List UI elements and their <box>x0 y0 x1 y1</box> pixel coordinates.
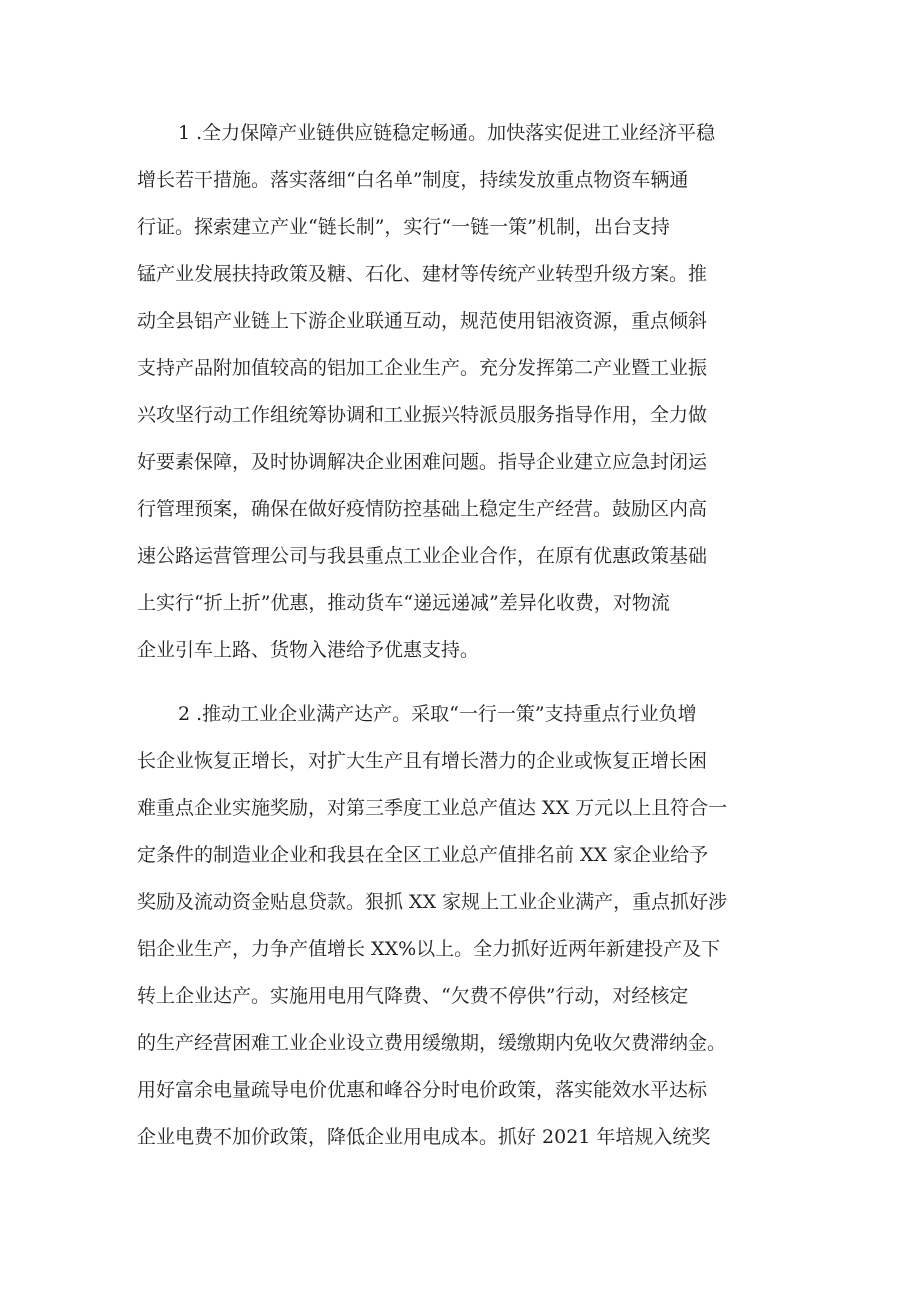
paragraph-1-line-10: 速公路运营管理公司与我县重点工业企业合作，在原有优惠政策基础 <box>137 545 708 567</box>
paragraph-1-line-8: 好要素保障，及时协调解决企业困难问题。指导企业建立应急封闭运 <box>137 451 708 473</box>
paragraph-1-line-3: 行证。探索建立产业“链长制”，实行“一链一策”机制，出台支持 <box>137 216 670 238</box>
paragraph-1-line-2: 增长若干措施。落实落细“白名单”制度，持续发放重点物资车辆通 <box>137 169 689 191</box>
paragraph-1-line-5: 动全县铝产业链上下游企业联通互动，规范使用铝液资源，重点倾斜 <box>137 310 708 332</box>
paragraph-2-line-10: 企业电费不加价政策，降低企业用电成本。抓好 2021 年培规入统奖 <box>137 1126 711 1148</box>
paragraph-1-line-7: 兴攻坚行动工作组统筹协调和工业振兴特派员服务指导作用，全力做 <box>137 404 708 426</box>
paragraph-1-line-12: 企业引车上路、货物入港给予优惠支持。 <box>137 639 480 661</box>
paragraph-1-line-11: 上实行“折上折”优惠，推动货车“递远递减”差异化收费，对物流 <box>137 592 670 614</box>
paragraph-2-line-3: 难重点企业实施奖励，对第三季度工业总产值达 XX 万元以上且符合一 <box>137 797 728 819</box>
paragraph-2-line-8: 的生产经营困难工业企业设立费用缓缴期，缓缴期内免收欠费滞纳金。 <box>137 1032 727 1054</box>
paragraph-2-line-1: 2 .推动工业企业满产达产。采取“一行一策”支持重点行业负增 <box>178 703 697 725</box>
paragraph-1-line-6: 支持产品附加值较高的铝加工企业生产。充分发挥第二产业暨工业振 <box>137 357 708 379</box>
paragraph-2-line-6: 铝企业生产，力争产值增长 XX%以上。全力抓好近两年新建投产及下 <box>137 938 721 960</box>
paragraph-1-line-9: 行管理预案，确保在做好疫情防控基础上稳定生产经营。鼓励区内高 <box>137 498 708 520</box>
paragraph-1-line-1: 1 .全力保障产业链供应链稳定畅通。加快落实促进工业经济平稳 <box>178 122 716 144</box>
paragraph-2-line-2: 长企业恢复正增长，对扩大生产且有增长潜力的企业或恢复正增长困 <box>137 750 708 772</box>
paragraph-2-line-4: 定条件的制造业企业和我县在全区工业总产值排名前 XX 家企业给予 <box>137 844 709 866</box>
paragraph-2-line-5: 奖励及流动资金贴息贷款。狠抓 XX 家规上工业企业满产，重点抓好涉 <box>137 891 728 913</box>
paragraph-2-line-9: 用好富余电量疏导电价优惠和峰谷分时电价政策，落实能效水平达标 <box>137 1079 708 1101</box>
paragraph-1-line-4: 锰产业发展扶持政策及糖、石化、建材等传统产业转型升级方案。推 <box>137 263 708 285</box>
paragraph-2-line-7: 转上企业达产。实施用电用气降费、“欠费不停供”行动，对经核定 <box>137 985 689 1007</box>
